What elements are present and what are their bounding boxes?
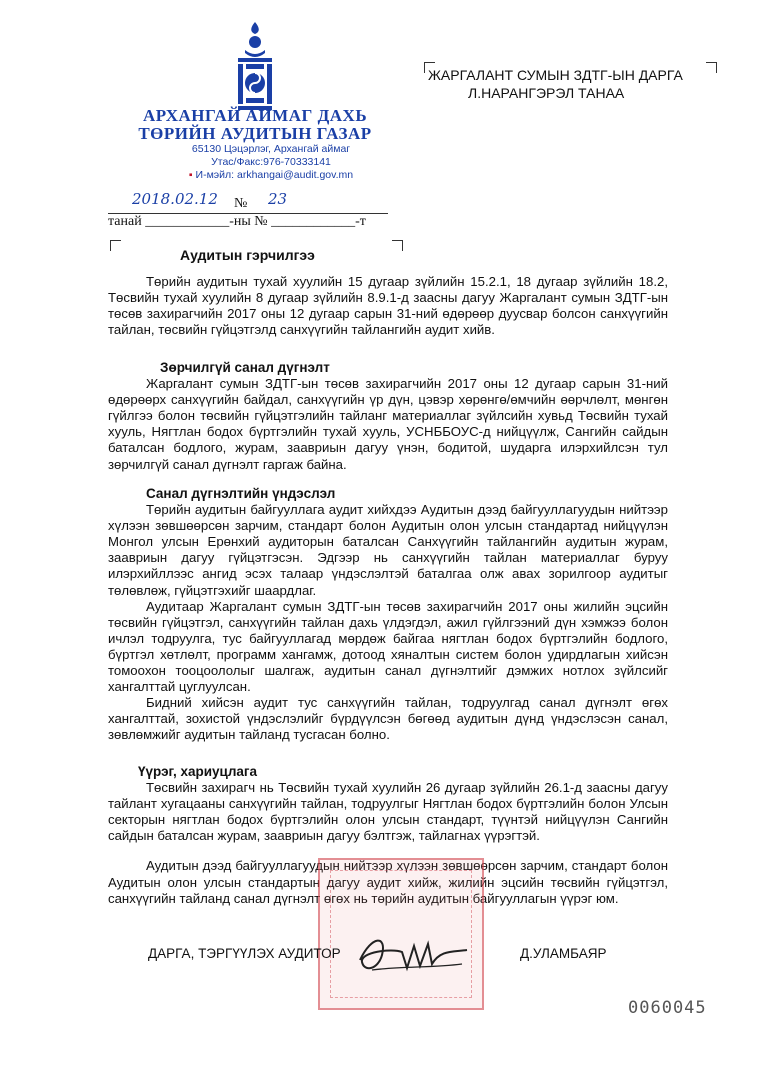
recipient-block <box>428 66 683 102</box>
section-unqualified-opinion <box>108 360 668 473</box>
letter-date: 2018.02.12 <box>132 190 218 208</box>
intro-text: Төрийн аудитын тухай хуулийн 15 дугаар зүйлийн 15.2.1, 18 дугаар зүйлийн 18.2, Төсвийн тухай хуулийн 8 дугаар зүйлийн 8.9.1-д заасны дагуу Жаргалант сумын ЗДТГ-ын төсөв захирагчийн 2017 оны 12 дугаар сарын 31-ний өдөрөөр дуусвар болсон санхүүгийн тайлан, төсвийн гүйцэтгэлд санхүүгийн тайлангийн аудит хийв. <box>108 274 668 338</box>
document-title: Аудитын гэрчилгээ <box>180 247 315 263</box>
bullet-icon: ▪ <box>188 169 193 181</box>
intro-paragraph <box>108 274 668 338</box>
soyombo-emblem-icon <box>232 20 278 112</box>
section-heading: Зөрчилгүй санал дүгнэлт <box>160 360 330 375</box>
letter-number: 23 <box>268 190 288 208</box>
email: И-мэйл: arkhangai@audit.gov.mn <box>195 169 354 181</box>
section-paragraph: Аудитын дээд байгууллагуудын нийтээр хүлээн зөвшөөрсөн зарчим, стандарт болон Аудитын олон улсын стандартын дагуу аудит хийж, жилийн эцсийн төсвийн гүйцэтгэл, санхүүгийн тайланд санал дүгнэлт өгөх нь төрийн аудитын байгууллагын үүрэг юм. <box>108 858 668 906</box>
signatory-position: ДАРГА, ТЭРГҮҮЛЭХ АУДИТОР <box>148 946 341 961</box>
section-text: Жаргалант сумын ЗДТГ-ын төсөв захирагчийн 2017 оны 12 дугаар сарын 31-ний өдөрөөрх санхүүгийн байдал, санхүүгийн үр дүн, цэвэр хөрөнгө/өмчийн өөрчлөлт, мөнгөн гүйлгээ болон төсвийн гүйцэтгэлийн тайланг материаллаг зүйлсийн хувьд Төсвийн тухай хууль, Нягтлан бодох бүртгэлийн тухай хууль, УСНББОУС-д нийцүүлж, Сангийн сайдын баталсан бодлого, журам, заавриын дагуу үнэн, бодитой, шударга илэрхийлсэн тул зөрчилгүй санал дүгнэлт гаргаж байна. <box>108 376 668 472</box>
corner-mark-icon <box>392 240 403 251</box>
section-paragraph: Аудитаар Жаргалант сумын ЗДТГ-ын төсөв захирагчийн 2017 оны жилийн эцсийн төсвийн гүйцэтгэл, санхүүгийн тайлан дахь үлдэгдэл, ажил гүйлгээний дүн хэмжээ болон ичлэл тодруулга, тус байгууллагад мөрдөж байгаа нягтлан бодох бүртгэлийн бодлого, бүртгэл хөтлөлт, программ хангамж, дотоод хяналтын систем болон удирдлагын хийсэн томоохон тооцоололыг шалгаж, аудитын санал дүгнэлтийг дэмжих нотлох зүйлсийг хангалттай цуглуулсан. <box>108 598 668 695</box>
section-heading: Санал дүгнэлтийн үндэслэл <box>146 486 336 501</box>
recipient-name: Л.НАРАНГЭРЭЛ ТАНАА <box>468 85 625 101</box>
corner-mark-icon <box>110 240 121 251</box>
handwritten-signature <box>352 930 472 985</box>
your-reference-line: танай ____________-ны № ____________-т <box>108 214 366 229</box>
recipient-title: ЖАРГАЛАНТ СУМЫН ЗДТГ-ЫН ДАРГА <box>428 67 683 83</box>
section-basis-for-opinion <box>108 486 668 744</box>
section-paragraph: Төсвийн захирагч нь Төсвийн тухай хуулийн 26 дугаар зүйлийн 26.1-д заасны дагуу тайлант хугацааны санхүүгийн тайлан, тодруулгыг Нягтлан бодох бүртгэлийн болон Улсын секторын нягтлан бодох бүртгэлийн олон улсын стандарт, түүнтэй нийцүүлэн Сангийн сайдын баталсан журам, заавриын дагуу бэлтгэж, тайлагнах үүрэгтэй. <box>108 780 668 844</box>
section-paragraph: Бидний хийсэн аудит тус санхүүгийн тайлан, тодруулгад санал дүгнэлт өгөх хангалттай, зохистой үндэслэлийг бүрдүүлсэн бөгөөд аудитын дүнд үндэслэсэн санал, зөвлөмжийг аудитын тайланд тусгасан болно. <box>108 695 668 743</box>
address: 65130 Цэцэрлэг, Архангай аймаг <box>191 143 351 155</box>
contact-block <box>166 143 376 182</box>
phone: Утас/Факс:976-70333141 <box>211 156 331 168</box>
serial-number: 0060045 <box>628 998 707 1018</box>
signatory-name: Д.УЛАМБАЯР <box>520 946 607 961</box>
number-label: № <box>234 196 248 211</box>
section-heading: Үүрэг, хариуцлага <box>138 764 258 779</box>
organization-name <box>110 107 400 143</box>
organization-name-line1: АРХАНГАЙ АЙМАГ ДАХЬ <box>142 106 368 125</box>
organization-name-line2: ТӨРИЙН АУДИТЫН ГАЗАР <box>138 124 372 143</box>
corner-mark-icon <box>706 62 717 73</box>
section-paragraph: Төрийн аудитын байгууллага аудит хийхдээ Аудитын дээд байгууллагуудын нийтээр хүлээн зөвшөөрсөн зарчим, стандарт болон Аудитын олон улсын стандартад нийцүүлэн Монгол улсын Ерөнхий аудиторын баталсан Санхүүгийн тайлангийн аудитын журам, заавриын дагуу гүйцэтгэсэн. Эдгээр нь санхүүгийн тайлан материаллаг буруу илэрхийллээс ангид эсэх талаар үндэслэлтэй баталгаа олж авах зорилгоор аудитыг төлөвлөж, гүйцэтгэхийг шаардлаг. <box>108 502 668 598</box>
